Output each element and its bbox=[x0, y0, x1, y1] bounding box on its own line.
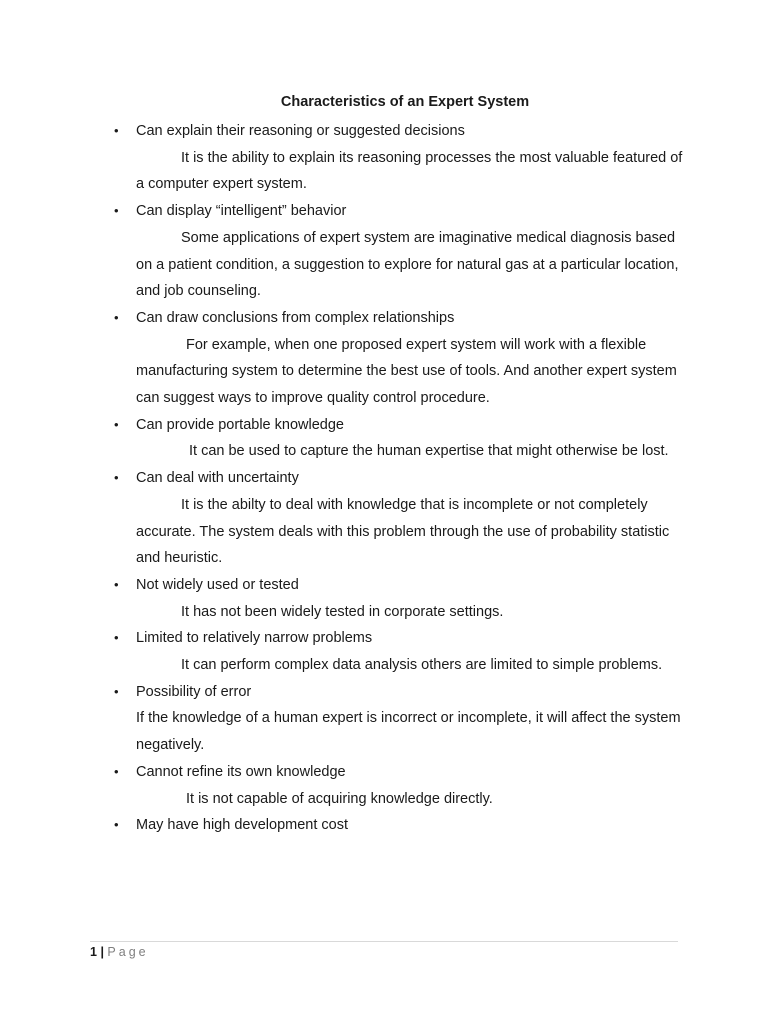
list-item-heading bbox=[114, 625, 684, 652]
list-item-heading-text: May have high development cost bbox=[136, 817, 348, 834]
bullet-icon: • bbox=[114, 576, 119, 592]
list-item-heading bbox=[114, 198, 684, 225]
bullet-icon: • bbox=[114, 630, 119, 646]
list-item-heading-text: Can provide portable knowledge bbox=[136, 416, 344, 433]
bullet-icon: • bbox=[114, 203, 119, 219]
list-item-heading bbox=[114, 412, 684, 439]
bullet-icon: • bbox=[114, 309, 119, 325]
list-item bbox=[114, 118, 684, 198]
list-item-heading bbox=[114, 812, 684, 839]
list-item-body: It has not been widely tested in corporate settings. bbox=[181, 603, 504, 620]
page-label: Page bbox=[107, 945, 149, 959]
list-item-body: It is not capable of acquiring knowledge directly. bbox=[186, 790, 493, 807]
list-item-heading bbox=[114, 305, 684, 332]
list-item-body: If the knowledge of a human expert is incorrect or incomplete, it will affect the system negatively. bbox=[136, 710, 681, 754]
bullet-icon: • bbox=[114, 416, 119, 432]
list-item-heading-text: Can display “intelligent” behavior bbox=[136, 203, 347, 220]
list-item-heading-text: Cannot refine its own knowledge bbox=[136, 763, 346, 780]
list-item-heading bbox=[114, 759, 684, 786]
list-item-heading-text: Possibility of error bbox=[136, 683, 252, 700]
list-item-body: It can be used to capture the human expertise that might otherwise be lost. bbox=[189, 443, 669, 460]
footer-separator: | bbox=[100, 945, 104, 959]
list-item-heading bbox=[114, 465, 684, 492]
list-item bbox=[114, 625, 684, 678]
list-item-heading-text: Not widely used or tested bbox=[136, 576, 299, 593]
list-item bbox=[114, 812, 684, 839]
list-item-heading-text: Can deal with uncertainty bbox=[136, 470, 299, 487]
document-title: Characteristics of an Expert System bbox=[280, 94, 530, 110]
document-body bbox=[114, 118, 684, 839]
list-item-heading-text: Limited to relatively narrow problems bbox=[136, 630, 373, 647]
list-item-heading bbox=[114, 679, 684, 706]
list-item-body: It can perform complex data analysis others are limited to simple problems. bbox=[181, 657, 663, 674]
bullet-icon: • bbox=[114, 763, 119, 779]
list-item bbox=[114, 412, 684, 465]
list-item-body: It is the ability to explain its reasoning processes the most valuable featured of a computer expert system. bbox=[136, 149, 683, 193]
list-item-body: For example, when one proposed expert system will work with a flexible manufacturing system to determine the best use of tools. And another expert system can suggest ways to improve quality control procedure. bbox=[136, 336, 677, 407]
list-item bbox=[114, 198, 684, 305]
list-item-heading bbox=[114, 118, 684, 145]
list-item bbox=[114, 759, 684, 812]
bullet-icon: • bbox=[114, 470, 119, 486]
list-item bbox=[114, 679, 684, 759]
bullet-icon: • bbox=[114, 683, 119, 699]
page-number: 1 bbox=[90, 945, 97, 959]
list-item-heading-text: Can explain their reasoning or suggested decisions bbox=[136, 123, 465, 139]
list-item bbox=[114, 305, 684, 412]
page-footer bbox=[90, 941, 678, 960]
list-item-heading-text: Can draw conclusions from complex relationships bbox=[136, 309, 455, 326]
list-item bbox=[114, 465, 684, 572]
list-item bbox=[114, 572, 684, 625]
list-item-body: It is the abilty to deal with knowledge that is incomplete or not completely accurate. The system deals with this problem through the use of probability statistic and heuristic. bbox=[136, 496, 670, 567]
bullet-icon: • bbox=[114, 817, 119, 833]
bullet-icon: • bbox=[114, 123, 119, 138]
list-item-body: Some applications of expert system are imaginative medical diagnosis based on a patient condition, a suggestion to explore for natural gas at a particular location, and job counseling. bbox=[136, 229, 679, 300]
list-item-heading bbox=[114, 572, 684, 599]
